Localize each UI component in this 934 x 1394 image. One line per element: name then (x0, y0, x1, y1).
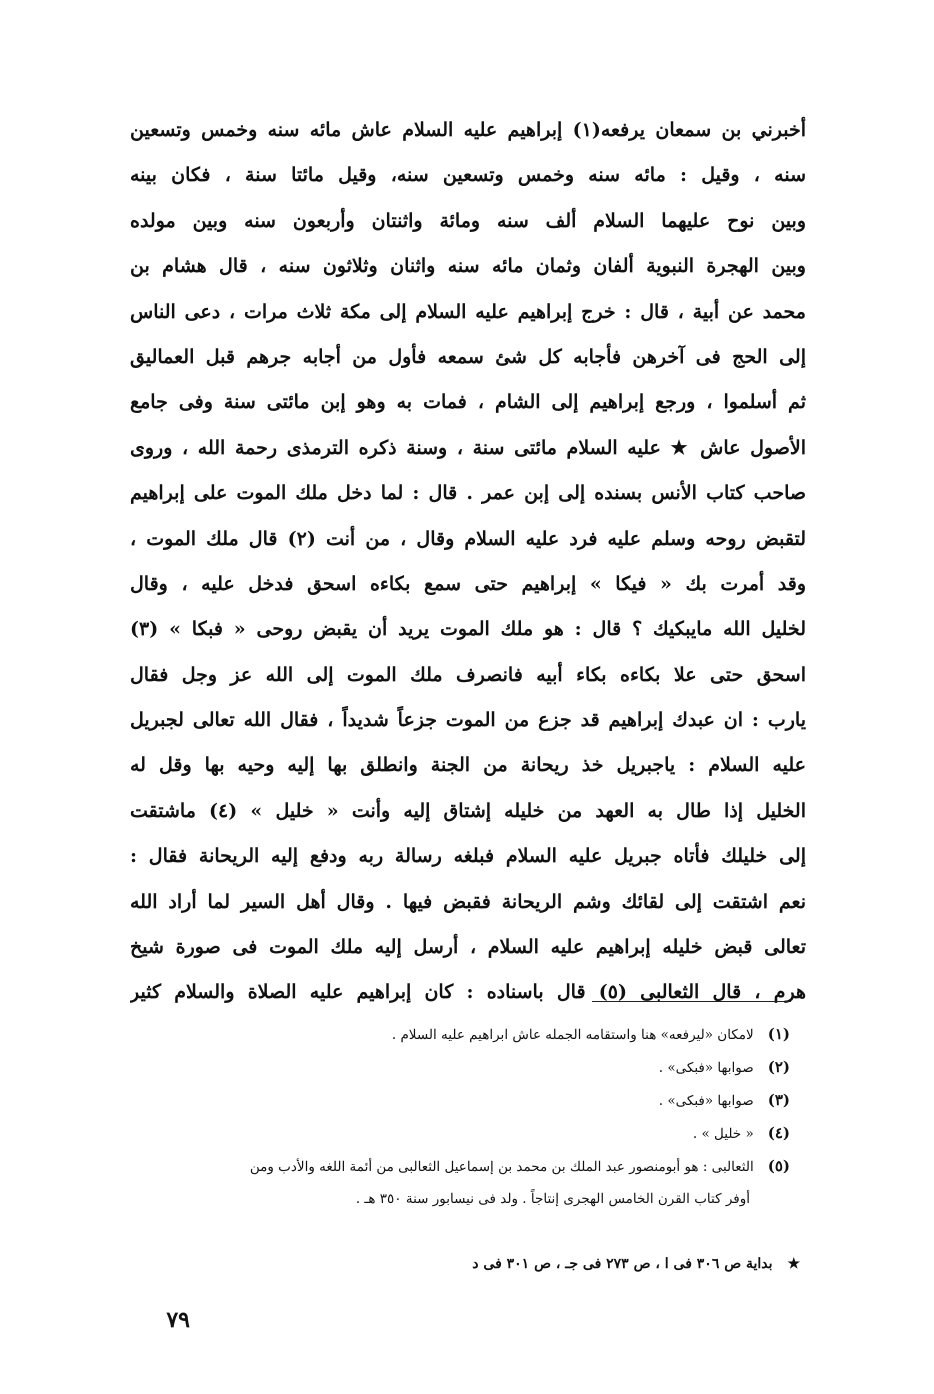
footnotes-block (140, 1018, 790, 1216)
source-note (330, 1252, 800, 1276)
text-line: إلى خليلك فأتاه جبريل عليه السلام فبلغه رسالة ربه ودفع إليه الريحانة فقال : (130, 845, 806, 868)
source-note-text: بداية ص ٣٠٦ فى ا ، ص ٢٧٣ فى جـ ، ص ٣٠١ فى د (472, 1256, 773, 1272)
text-line: ثم أسلموا ، ورجع إبراهيم إلى الشام ، فمات به وهو إبن مائتى سنة وفى جامع (130, 391, 806, 414)
footnote-number: (٢) (767, 1058, 790, 1076)
footnote-text: صوابها «فبكى» . (658, 1093, 754, 1109)
text-line: صاحب كتاب الأنس بسنده إلى إبن عمر . قال : لما دخل ملك الموت على إبراهيم (130, 482, 806, 505)
text-line: هرم ، قال الثعالبى (٥) قال باسناده : كان إبراهيم عليه الصلاة والسلام كثير (130, 981, 806, 1004)
text-line: تعالى قبض خليله إبراهيم عليه السلام ، أرسل إليه ملك الموت فى صورة شيخ (130, 936, 806, 959)
text-line: محمد عن أبية ، قال : خرج إبراهيم عليه السلام إلى مكة ثلاث مرات ، دعى الناس (130, 300, 806, 323)
text-line: الأصول عاش ★ عليه السلام مائتى سنة ، وسنة ذكره الترمذى رحمة الله ، وروى (130, 436, 806, 459)
footnote-text: صوابها «فبكى» . (658, 1060, 754, 1076)
text-line: اسحق حتى علا بكاءه بكاء أبيه فانصرف ملك الموت إلى الله عز وجل فقال (130, 663, 806, 686)
text-line: إلى الحج فى آخرهن فأجابه كل شئ سمعه فأول من أجابه جرهم قبل العماليق (130, 345, 806, 368)
text-line: الخليل إذا طال به العهد من خليله إشتاق إليه وأنت « خليل » (٤) ماشتقت (130, 799, 806, 822)
text-line: عليه السلام : ياجبريل خذ ريحانة من الجنة وانطلق بها إليه وحيه بها وقل له (130, 754, 806, 777)
text-line: وقد أمرت بك « فيكا » إبراهيم حتى سمع بكاءه اسحق فدخل عليه ، وقال (130, 572, 806, 595)
text-line: وبين الهجرة النبوية ألفان وثمان مائه سنه واثنان وثلاثون سنه ، قال هشام بن (130, 255, 806, 278)
footnote-number: (١) (767, 1025, 790, 1043)
text-line: لتقبض روحه وسلم عليه فرد عليه السلام وقال ، من أنت (٢) قال ملك الموت ، (130, 527, 806, 550)
footnote-text: أوفر كتاب القرن الخامس الهجرى إنتاجاً . ولد فى نيسابور سنة ٣٥٠ هـ . (355, 1191, 750, 1207)
star-icon: ★ (787, 1256, 800, 1272)
footnote-text: « خليل » . (692, 1126, 754, 1142)
footnote-2 (140, 1051, 790, 1084)
footnote-number: (٤) (767, 1124, 790, 1142)
footnote-number: (٥) (767, 1157, 790, 1175)
text-line: لخليل الله مايبكيك ؟ قال : هو ملك الموت يريد أن يقبض روحى « فبكا » (٣) (130, 618, 806, 641)
footnote-5 (140, 1150, 790, 1183)
text-line: نعم اشتقت إلى لقائك وشم الريحانة فقبض فيها . وقال أهل السير لما أراد الله (130, 890, 806, 913)
footnote-4 (140, 1117, 790, 1150)
footnote-5-continuation (140, 1183, 790, 1216)
footnote-1 (140, 1018, 790, 1051)
footnote-3 (140, 1084, 790, 1117)
text-line: يارب : ان عبدك إبراهيم قد جزع من الموت جزعاً شديداً ، فقال الله تعالى لجبريل (130, 709, 806, 732)
page-number: ٧٩ (166, 1307, 190, 1333)
text-line: سنه ، وقيل : مائه سنه وخمس وتسعين سنه، وقيل مائتا سنة ، فكان بينه (130, 164, 806, 187)
main-text-block (130, 108, 806, 1016)
text-line: وبين نوح عليهما السلام ألف سنه ومائة واثنتان وأربعون سنه وبين مولده (130, 209, 806, 232)
footnote-text: لامكان «ليرفعه» هنا واستقامه الجمله عاش ابراهيم عليه السلام . (391, 1027, 754, 1043)
text-line: أخبرني بن سمعان يرفعه(١) إبراهيم عليه السلام عاش مائه سنه وخمس وتسعين (130, 119, 806, 141)
footnote-text: الثعالبى : هو أبومنصور عبد الملك بن محمد بن إسماعيل الثعالبى من أئمة اللغه والأدب ومن (249, 1159, 754, 1175)
footnote-separator (592, 1001, 791, 1002)
footnote-number: (٣) (767, 1091, 790, 1109)
